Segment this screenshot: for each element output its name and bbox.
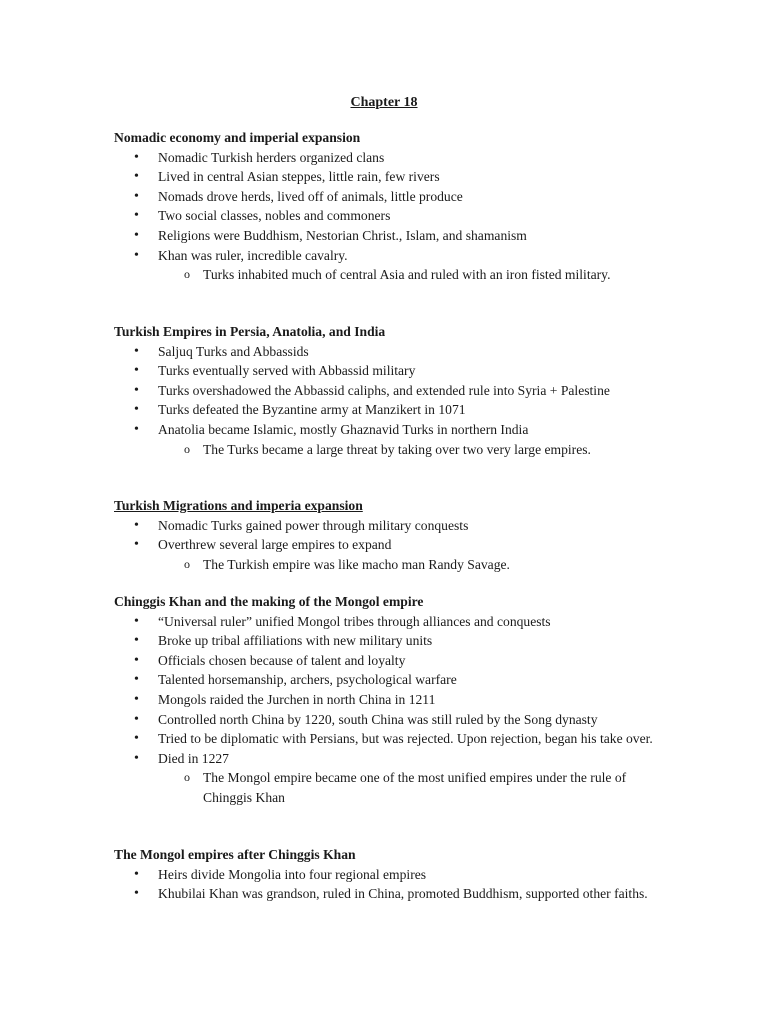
list-item: • Saljuq Turks and Abbassids xyxy=(114,342,674,362)
section-chinggis-khan xyxy=(114,592,674,808)
section-nomadic-economy xyxy=(114,128,674,285)
sub-list-item: o The Turkish empire was like macho man Randy Savage. xyxy=(114,555,674,575)
list-item: • Khubilai Khan was grandson, ruled in China, promoted Buddhism, supported other faiths. xyxy=(114,884,678,904)
list-item: • Turks overshadowed the Abbassid caliphs, and extended rule into Syria + Palestine xyxy=(114,381,618,401)
list-item: • Talented horsemanship, archers, psychological warfare xyxy=(114,670,674,690)
sub-list-item: o Turks inhabited much of central Asia and ruled with an iron fisted military. xyxy=(114,265,633,285)
list-item: • Nomadic Turkish herders organized clans xyxy=(114,148,674,168)
bullet-list xyxy=(114,516,674,575)
section-heading: The Mongol empires after Chinggis Khan xyxy=(114,847,356,862)
sub-list-item: o The Turks became a large threat by taking over two very large empires. xyxy=(114,440,674,460)
sub-list-item: o The Mongol empire became one of the most unified empires under the rule of Chinggis Khan xyxy=(114,768,653,807)
section-heading: Chinggis Khan and the making of the Mongol empire xyxy=(114,594,424,609)
list-item: • “Universal ruler” unified Mongol tribes through alliances and conquests xyxy=(114,612,674,632)
section-heading: Nomadic economy and imperial expansion xyxy=(114,130,361,145)
section-heading: Turkish Empires in Persia, Anatolia, and India xyxy=(114,324,386,339)
list-item: • Khan was ruler, incredible cavalry. xyxy=(114,246,674,266)
section-heading: Turkish Migrations and imperia expansion xyxy=(114,498,363,513)
bullet-list xyxy=(114,865,674,904)
chapter-title: Chapter 18 xyxy=(350,95,418,110)
bullet-list xyxy=(114,342,674,460)
list-item: • Mongols raided the Jurchen in north China in 1211 xyxy=(114,690,674,710)
list-item: • Nomads drove herds, lived off of animals, little produce xyxy=(114,187,674,207)
section-mongol-empires-after xyxy=(114,845,674,904)
list-item: • Lived in central Asian steppes, little rain, few rivers xyxy=(114,167,674,187)
section-turkish-migrations xyxy=(114,496,674,574)
list-item: • Overthrew several large empires to expand xyxy=(114,535,674,555)
section-turkish-empires xyxy=(114,322,674,459)
bullet-list xyxy=(114,148,674,285)
list-item: • Controlled north China by 1220, south China was still ruled by the Song dynasty xyxy=(114,710,674,730)
list-item: • Anatolia became Islamic, mostly Ghaznavid Turks in northern India xyxy=(114,420,674,440)
list-item: • Two social classes, nobles and commoners xyxy=(114,206,674,226)
list-item: • Broke up tribal affiliations with new military units xyxy=(114,631,674,651)
list-item: • Died in 1227 xyxy=(114,749,674,769)
list-item: • Religions were Buddhism, Nestorian Christ., Islam, and shamanism xyxy=(114,226,674,246)
list-item: • Tried to be diplomatic with Persians, but was rejected. Upon rejection, began his take over. xyxy=(114,729,698,749)
list-item: • Officials chosen because of talent and loyalty xyxy=(114,651,674,671)
bullet-list xyxy=(114,612,674,808)
list-item: • Nomadic Turks gained power through military conquests xyxy=(114,516,674,536)
list-item: • Heirs divide Mongolia into four regional empires xyxy=(114,865,674,885)
list-item: • Turks eventually served with Abbassid military xyxy=(114,361,674,381)
list-item: • Turks defeated the Byzantine army at Manzikert in 1071 xyxy=(114,400,674,420)
